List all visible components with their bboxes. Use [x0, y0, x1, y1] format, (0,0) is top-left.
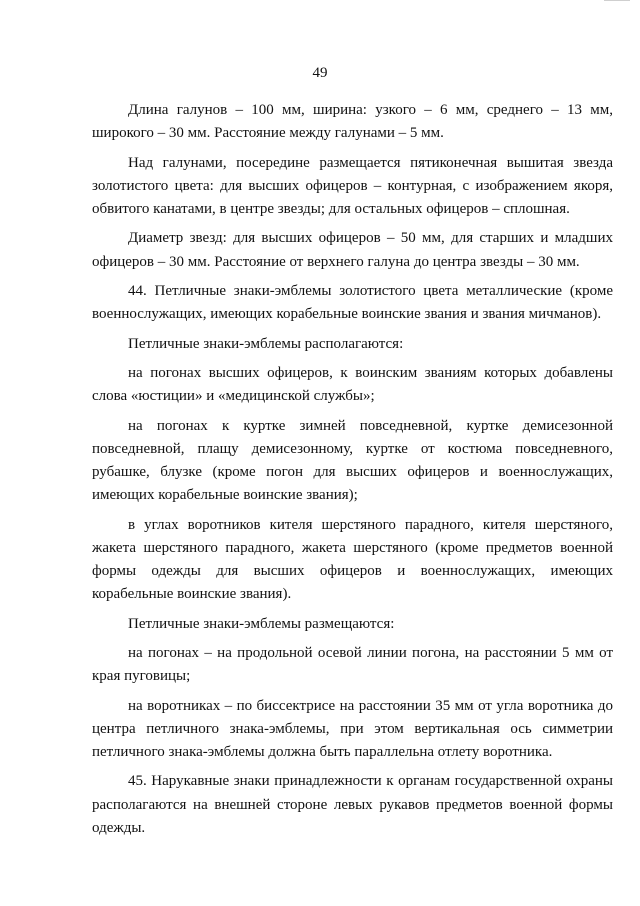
paragraph-item-44: 44. Петличные знаки-эмблемы золотистого цвета металлические (кроме военнослужащих, имеющих корабельные воинские звания и звания мичманов).	[92, 282, 613, 323]
scan-edge-mark	[604, 0, 630, 4]
paragraph-on-shoulder-boards: на погонах – на продольной осевой линии погона, на расстоянии 5 мм от края пуговицы;	[92, 644, 613, 685]
paragraph-emblems-placed: Петличные знаки-эмблемы размещаются:	[128, 615, 395, 632]
paragraph-collar-corners: в углах воротников кителя шерстяного парадного, кителя шерстяного, жакета шерстяного парадного, жакета шерстяного (кроме предметов военной формы одежды для высших офицеров и военнослужащих, имеющих корабельные воинские звания).	[92, 516, 613, 603]
paragraph-item-45: 45. Нарукавные знаки принадлежности к органам государственной охраны располагаются на внешней стороне левых рукавов предметов военной формы одежды.	[92, 773, 613, 836]
document-body	[92, 99, 613, 846]
paragraph-star-diameter: Диаметр звезд: для высших офицеров – 50 мм, для старших и младших офицеров – 30 мм. Расстояние от верхнего галуна до центра звезды – 30 мм.	[92, 230, 613, 270]
paragraph-on-collars: на воротниках – по биссектрисе на расстоянии 35 мм от угла воротника до центра петличного знака-эмблемы, при этом вертикальная ось симметрии петличного знака-эмблемы должна быть параллельна отлету воротника.	[92, 697, 613, 760]
paragraph-galloon-length: Длина галунов – 100 мм, ширина: узкого – 6 мм, среднего – 13 мм, широкого – 30 мм. Расстояние между галунами – 5 мм.	[92, 102, 613, 142]
paragraph-shoulder-boards-senior: на погонах высших офицеров, к воинским званиям которых добавлены слова «юстиции» и «медицинской службы»;	[92, 364, 613, 405]
page-number: 49	[312, 65, 328, 81]
paragraph-emblems-located: Петличные знаки-эмблемы располагаются:	[128, 335, 404, 352]
paragraph-shoulder-boards-jackets: на погонах к куртке зимней повседневной, куртке демисезонной повседневной, плащу демисезонному, куртке от костюма повседневного, рубашке, блузке (кроме погон для высших офицеров и военнослужащих, имеющих корабельные воинские звания);	[92, 417, 613, 504]
paragraph-star-placement: Над галунами, посередине размещается пятиконечная вышитая звезда золотистого цвета: для высших офицеров – контурная, с изображением якоря, обвитого канатами, в центре звезды; для остальных офицеров – сплошная.	[92, 154, 613, 217]
